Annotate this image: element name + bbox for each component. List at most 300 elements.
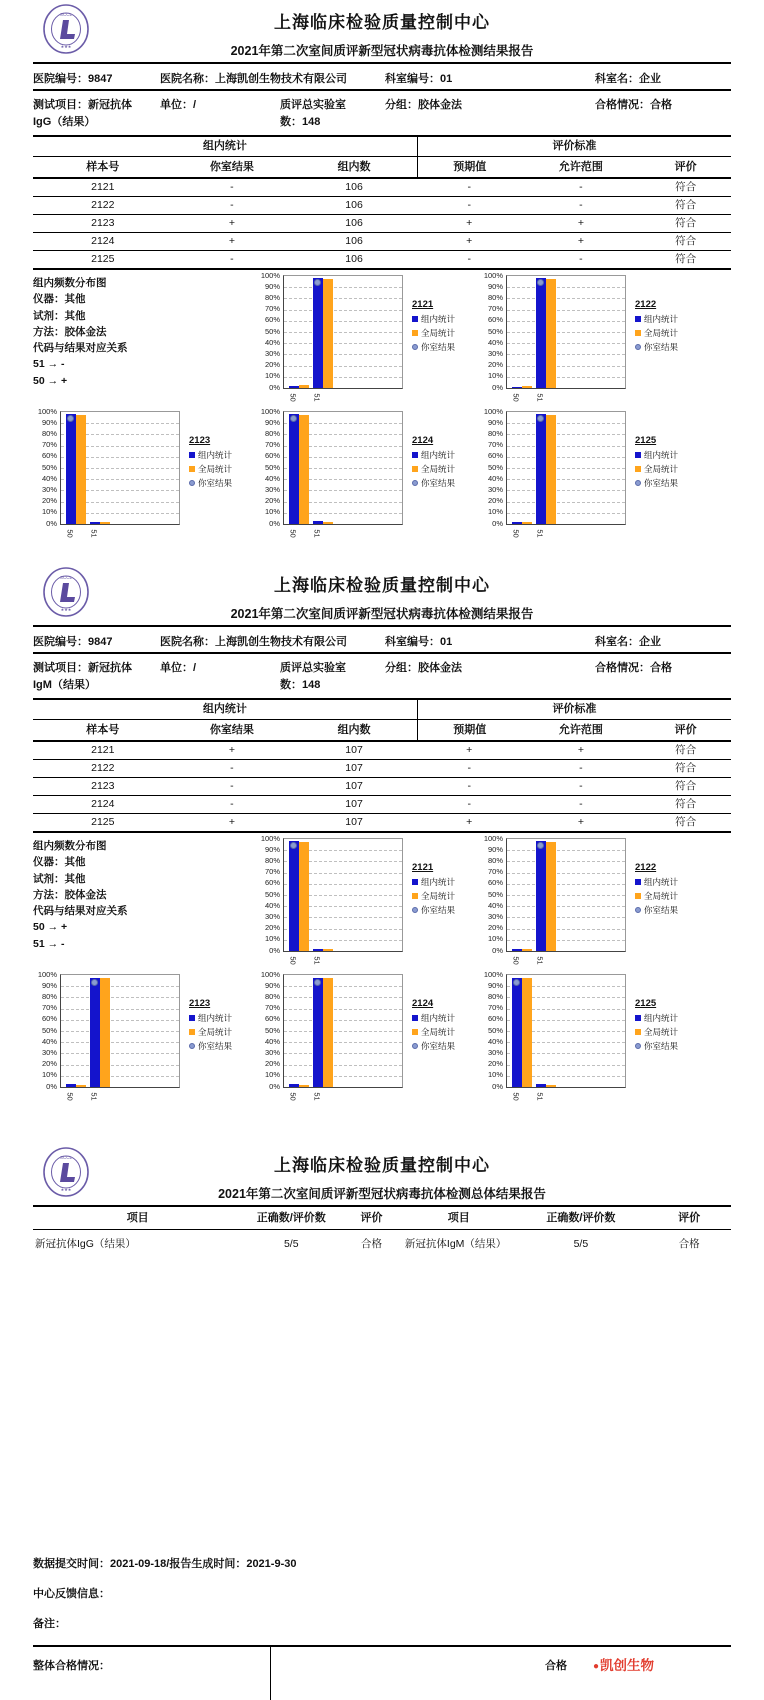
- lab-count: 质评总实验室数：148: [280, 662, 346, 691]
- group-stat-bar: [512, 978, 522, 1087]
- plot-area: [60, 974, 180, 1088]
- band-group-stats: 组内统计: [202, 140, 247, 152]
- table-row: [33, 179, 731, 197]
- gridline: [507, 377, 625, 378]
- global-stat-bar: [522, 949, 532, 951]
- legend-item: 全局统计: [412, 327, 455, 339]
- y-tick-label: 40%: [264, 473, 280, 483]
- x-tick-label: 51: [535, 1092, 545, 1101]
- gridline: [507, 446, 625, 447]
- y-tick-label: 60%: [487, 451, 503, 461]
- legend-item: 全局统计: [635, 890, 678, 902]
- table-cell: +: [466, 217, 473, 229]
- y-tick-label: 90%: [487, 844, 503, 854]
- group-stat-bar: [536, 278, 546, 388]
- orange-square-icon: [189, 466, 195, 472]
- test-info-row: [33, 91, 731, 135]
- x-tick-label: 51: [535, 393, 545, 402]
- global-stat-bar: [323, 949, 333, 951]
- table-cell: 符合: [675, 217, 697, 229]
- y-tick-label: 10%: [487, 507, 503, 517]
- y-tick-label: 0%: [269, 518, 280, 528]
- table-cell: +: [466, 235, 473, 247]
- freq-title: 组内频数分布图: [33, 840, 107, 852]
- report-title: 上海临床检验质量控制中心: [274, 13, 490, 32]
- legend-item: 组内统计: [635, 1012, 678, 1024]
- y-tick-label: 20%: [487, 1059, 503, 1069]
- y-tick-label: 90%: [264, 980, 280, 990]
- hospital-id: 医院编号：9847: [33, 73, 113, 85]
- global-stat-bar: [323, 279, 333, 388]
- frequency-chart-2123: [33, 406, 256, 542]
- y-tick-label: 50%: [487, 462, 503, 472]
- chart-legend: [189, 435, 232, 489]
- blue-square-icon: [635, 879, 641, 885]
- col-header: 样本号: [86, 724, 120, 736]
- gridline: [507, 332, 625, 333]
- table-cell: 2121: [91, 744, 115, 756]
- y-tick-label: 90%: [41, 980, 57, 990]
- table-cell: +: [577, 816, 584, 828]
- gridline: [284, 986, 402, 987]
- x-tick-label: 50: [65, 529, 75, 538]
- global-stat-bar: [76, 1085, 86, 1087]
- blue-square-icon: [635, 452, 641, 458]
- legend-item: 全局统计: [635, 327, 678, 339]
- table-cell: 106: [345, 235, 363, 247]
- table-cell: 符合: [675, 816, 697, 828]
- group-stat-bar: [90, 522, 100, 524]
- legend-item: 全局统计: [189, 463, 232, 475]
- gridline: [284, 343, 402, 344]
- y-tick-label: 50%: [41, 462, 57, 472]
- report-section-igm: [0, 563, 764, 1105]
- y-tick-label: 50%: [264, 1025, 280, 1035]
- table-row: [33, 814, 731, 833]
- y-tick-label: 30%: [487, 911, 503, 921]
- y-tick-label: 10%: [487, 371, 503, 381]
- col-header: 预期值: [417, 720, 522, 740]
- table-cell: -: [579, 199, 583, 211]
- y-tick-label: 100%: [37, 969, 57, 979]
- global-stat-bar: [100, 522, 110, 524]
- group-stat-bar: [512, 949, 522, 951]
- orange-square-icon: [635, 1029, 641, 1035]
- y-tick-label: 30%: [487, 484, 503, 494]
- table-cell: -: [467, 798, 471, 810]
- band-eval-standard: 评价标准: [417, 137, 731, 156]
- y-axis: [479, 270, 505, 392]
- col-header: 项目: [126, 1212, 149, 1224]
- y-axis: [479, 969, 505, 1091]
- y-tick-label: 100%: [483, 406, 503, 416]
- y-tick-label: 80%: [264, 292, 280, 302]
- y-axis: [33, 969, 59, 1091]
- y-tick-label: 80%: [487, 428, 503, 438]
- y-tick-label: 50%: [264, 462, 280, 472]
- x-tick-label: 50: [288, 956, 298, 965]
- gridline: [284, 298, 402, 299]
- legend-item: 全局统计: [412, 890, 455, 902]
- y-tick-label: 10%: [487, 1070, 503, 1080]
- group-stat-bar: [512, 387, 522, 388]
- table-header-row: [33, 720, 731, 742]
- pass-status: 合格情况：合格: [595, 662, 672, 674]
- legend-item: 你室结果: [412, 1040, 455, 1052]
- code-mapping-2: 51 → -: [33, 937, 65, 950]
- y-tick-label: 10%: [264, 507, 280, 517]
- band-group-stats: 组内统计: [202, 703, 247, 715]
- y-tick-label: 10%: [41, 1070, 57, 1080]
- y-tick-label: 0%: [492, 518, 503, 528]
- y-tick-label: 40%: [487, 900, 503, 910]
- gridline: [284, 287, 402, 288]
- y-tick-label: 100%: [260, 270, 280, 280]
- y-axis: [256, 969, 282, 1091]
- blue-square-icon: [189, 1015, 195, 1021]
- y-tick-label: 100%: [483, 270, 503, 280]
- sccl-seal-icon: [42, 566, 90, 618]
- table-cell: -: [467, 253, 471, 265]
- table-row: [33, 215, 731, 233]
- y-tick-label: 40%: [487, 337, 503, 347]
- chart-title: 2122: [635, 862, 657, 873]
- blue-square-icon: [635, 316, 641, 322]
- gridline: [507, 354, 625, 355]
- y-tick-label: 10%: [487, 934, 503, 944]
- y-tick-label: 20%: [487, 923, 503, 933]
- table-cell: 符合: [675, 798, 697, 810]
- plot-area: [506, 974, 626, 1088]
- gridline: [61, 1020, 179, 1021]
- table-cell: -: [467, 199, 471, 211]
- table-row: [33, 760, 731, 778]
- frequency-chart-2121: [256, 833, 479, 969]
- y-tick-label: 80%: [264, 991, 280, 1001]
- x-tick-label: 51: [312, 529, 322, 538]
- y-tick-label: 90%: [264, 417, 280, 427]
- gridline: [61, 1042, 179, 1043]
- legend-item: 你室结果: [635, 341, 678, 353]
- y-tick-label: 40%: [41, 473, 57, 483]
- y-tick-label: 70%: [264, 440, 280, 450]
- y-tick-label: 0%: [492, 382, 503, 392]
- table-cell: 2121: [91, 181, 115, 193]
- frequency-chart-2123: [33, 969, 256, 1105]
- orange-square-icon: [412, 330, 418, 336]
- section-header: [0, 0, 764, 62]
- y-tick-label: 30%: [264, 484, 280, 494]
- table-cell: 符合: [675, 199, 697, 211]
- y-tick-label: 70%: [487, 440, 503, 450]
- x-tick-label: 51: [89, 529, 99, 538]
- x-tick-label: 51: [89, 1092, 99, 1101]
- y-tick-label: 90%: [487, 417, 503, 427]
- legend-item: 你室结果: [412, 904, 455, 916]
- department-name: 科室名：企业: [595, 636, 661, 648]
- legend-item: 组内统计: [635, 313, 678, 325]
- y-tick-label: 30%: [264, 911, 280, 921]
- test-item: 测试项目：新冠抗体IgM（结果）: [33, 662, 132, 691]
- gridline: [507, 502, 625, 503]
- method: 方法：胶体金法: [33, 888, 107, 901]
- gridline: [507, 434, 625, 435]
- group-stat-bar: [66, 414, 76, 524]
- y-tick-label: 10%: [41, 507, 57, 517]
- chart-title: 2123: [189, 998, 211, 1009]
- gridline: [284, 997, 402, 998]
- blue-square-icon: [412, 879, 418, 885]
- overall-status-row: [33, 1645, 731, 1700]
- col-header: 你室结果: [209, 724, 254, 736]
- y-tick-label: 100%: [260, 833, 280, 843]
- x-tick-label: 51: [312, 1092, 322, 1101]
- col-header: 样本号: [86, 161, 120, 173]
- table-cell: +: [466, 816, 473, 828]
- legend-item: 全局统计: [635, 1026, 678, 1038]
- gridline: [284, 310, 402, 311]
- y-tick-label: 80%: [264, 855, 280, 865]
- group-stat-bar: [90, 978, 100, 1087]
- group-stat-bar: [289, 386, 299, 388]
- y-tick-label: 50%: [487, 326, 503, 336]
- y-tick-label: 70%: [487, 867, 503, 877]
- y-tick-label: 80%: [487, 855, 503, 865]
- frequency-chart-2124: [256, 969, 479, 1105]
- table-cell: 2125: [91, 816, 115, 828]
- method: 方法：胶体金法: [33, 325, 107, 338]
- y-tick-label: 90%: [41, 417, 57, 427]
- global-stat-bar: [299, 415, 309, 524]
- table-cell: -: [230, 199, 234, 211]
- col-header: 评价: [678, 1212, 701, 1224]
- x-tick-label: 50: [288, 393, 298, 402]
- gridline: [284, 1076, 402, 1077]
- instrument: 仪器：其他: [33, 856, 86, 869]
- chart-title: 2124: [412, 998, 434, 1009]
- circle-marker-icon: [412, 480, 418, 486]
- orange-square-icon: [412, 893, 418, 899]
- summary-cell: 新冠抗体IgG（结果）: [35, 1238, 136, 1250]
- table-cell: 2125: [91, 253, 115, 265]
- plot-area: [283, 411, 403, 525]
- y-tick-label: 20%: [41, 1059, 57, 1069]
- y-tick-label: 40%: [41, 1036, 57, 1046]
- group-method: 分组：胶体金法: [385, 99, 462, 111]
- table-cell: 106: [345, 217, 363, 229]
- y-tick-label: 40%: [487, 1036, 503, 1046]
- gridline: [284, 321, 402, 322]
- circle-marker-icon: [189, 1043, 195, 1049]
- y-tick-label: 70%: [487, 304, 503, 314]
- chart-legend: [635, 435, 678, 489]
- chart-row: [33, 406, 731, 542]
- col-header: 组内数: [337, 724, 371, 736]
- chart-title: 2121: [412, 862, 434, 873]
- y-tick-label: 50%: [487, 1025, 503, 1035]
- submit-time-line: 数据提交时间：2021-09-18/报告生成时间：2021-9-30: [33, 1558, 297, 1570]
- frequency-chart-2121: [256, 270, 479, 406]
- gridline: [507, 479, 625, 480]
- group-stat-bar: [313, 278, 323, 388]
- group-stat-bar: [289, 414, 299, 524]
- table-cell: -: [579, 762, 583, 774]
- legend-item: 全局统计: [189, 1026, 232, 1038]
- legend-item: 你室结果: [635, 1040, 678, 1052]
- instrument: 仪器：其他: [33, 293, 86, 306]
- global-stat-bar: [299, 385, 309, 388]
- plot-area: [506, 411, 626, 525]
- table-cell: 107: [345, 762, 363, 774]
- table-body: [33, 742, 731, 833]
- table-cell: -: [579, 798, 583, 810]
- gridline: [284, 1042, 402, 1043]
- table-cell: 107: [345, 780, 363, 792]
- col-header: 评价: [360, 1212, 383, 1224]
- legend-item: 全局统计: [412, 463, 455, 475]
- col-header: 评价: [674, 161, 697, 173]
- group-stat-bar: [289, 1084, 299, 1087]
- table-cell: 2123: [91, 780, 115, 792]
- table-cell: -: [579, 181, 583, 193]
- gridline: [507, 310, 625, 311]
- y-tick-label: 90%: [487, 281, 503, 291]
- gridline: [61, 997, 179, 998]
- y-tick-label: 20%: [487, 360, 503, 370]
- col-header: 你室结果: [209, 161, 254, 173]
- y-tick-label: 70%: [487, 1003, 503, 1013]
- gridline: [507, 513, 625, 514]
- y-tick-label: 70%: [264, 867, 280, 877]
- y-tick-label: 30%: [487, 1047, 503, 1057]
- y-tick-label: 20%: [487, 496, 503, 506]
- table-row: [33, 197, 731, 215]
- summary-header-row: [33, 1205, 731, 1230]
- report-footer: [33, 1555, 731, 1700]
- global-stat-bar: [522, 522, 532, 524]
- table-cell: 符合: [675, 762, 697, 774]
- code-mapping-1: 50 → +: [33, 921, 68, 934]
- x-tick-label: 50: [288, 529, 298, 538]
- y-tick-label: 0%: [269, 945, 280, 955]
- table-cell: +: [228, 816, 235, 828]
- group-stat-bar: [313, 949, 323, 951]
- chart-title: 2125: [635, 435, 657, 446]
- y-tick-label: 100%: [260, 406, 280, 416]
- kaichuang-brand-logo: [593, 1654, 654, 1674]
- group-stat-bar: [536, 1084, 546, 1087]
- gridline: [284, 354, 402, 355]
- gridline: [284, 377, 402, 378]
- report-section-igg: [0, 0, 764, 542]
- unit: 单位：/: [160, 99, 197, 111]
- legend-item: 组内统计: [412, 1012, 455, 1024]
- table-cell: 2124: [91, 798, 115, 810]
- table-row: [33, 796, 731, 814]
- unit: 单位：/: [160, 662, 197, 674]
- hospital-info-row: [33, 627, 731, 652]
- legend-item: 你室结果: [189, 1040, 232, 1052]
- gridline: [284, 1053, 402, 1054]
- y-tick-label: 40%: [487, 473, 503, 483]
- y-tick-label: 20%: [264, 923, 280, 933]
- chart-legend: [412, 862, 455, 916]
- table-cell: 2122: [91, 199, 115, 211]
- gridline: [507, 895, 625, 896]
- department-id: 科室编号：01: [385, 73, 453, 85]
- brand-name: 凯创生物: [600, 1658, 655, 1673]
- y-tick-label: 50%: [487, 889, 503, 899]
- gridline: [284, 366, 402, 367]
- table-cell: -: [467, 181, 471, 193]
- chart-title: 2125: [635, 998, 657, 1009]
- col-header: 评价: [674, 724, 697, 736]
- plot-area: [283, 974, 403, 1088]
- hospital-info-row: [33, 64, 731, 89]
- table-cell: 2124: [91, 235, 115, 247]
- y-tick-label: 60%: [41, 1014, 57, 1024]
- gridline: [507, 917, 625, 918]
- col-header: 项目: [447, 1212, 470, 1224]
- svg-text:★★★: ★★★: [60, 44, 72, 49]
- table-cell: +: [466, 744, 473, 756]
- y-tick-label: 70%: [41, 440, 57, 450]
- global-stat-bar: [299, 1085, 309, 1087]
- y-axis: [479, 406, 505, 528]
- band-eval-standard: 评价标准: [417, 700, 731, 719]
- gridline: [61, 1065, 179, 1066]
- y-tick-label: 90%: [264, 844, 280, 854]
- group-stat-bar: [66, 1084, 76, 1087]
- gridline: [284, 1020, 402, 1021]
- code-mapping-1: 51 → -: [33, 358, 65, 371]
- gridline: [284, 1031, 402, 1032]
- plot-area: [506, 275, 626, 389]
- y-axis: [256, 270, 282, 392]
- summary-section: [0, 1143, 764, 1258]
- y-tick-label: 10%: [264, 371, 280, 381]
- global-stat-bar: [522, 386, 532, 388]
- summary-table: [33, 1205, 731, 1258]
- table-row: [33, 742, 731, 760]
- legend-item: 全局统计: [412, 1026, 455, 1038]
- y-axis: [479, 833, 505, 955]
- gridline: [507, 468, 625, 469]
- table-row: [33, 233, 731, 251]
- blue-square-icon: [189, 452, 195, 458]
- table-band-row: [33, 698, 731, 720]
- x-tick-label: 50: [511, 529, 521, 538]
- col-header: 正确数/评价数: [256, 1212, 326, 1224]
- gridline: [507, 490, 625, 491]
- gridline: [507, 343, 625, 344]
- legend-item: 组内统计: [635, 876, 678, 888]
- legend-item: 组内统计: [412, 449, 455, 461]
- chart-legend: [189, 998, 232, 1052]
- chart-row: [33, 969, 731, 1105]
- legend-item: 组内统计: [635, 449, 678, 461]
- report-title: 上海临床检验质量控制中心: [274, 576, 490, 595]
- y-tick-label: 80%: [41, 991, 57, 1001]
- y-tick-label: 80%: [487, 991, 503, 1001]
- table-band-row: [33, 135, 731, 157]
- frequency-chart-2125: [479, 969, 702, 1105]
- y-tick-label: 10%: [264, 934, 280, 944]
- gridline: [507, 940, 625, 941]
- gridline: [507, 884, 625, 885]
- reagent: 试剂：其他: [33, 872, 86, 885]
- x-tick-label: 51: [535, 956, 545, 965]
